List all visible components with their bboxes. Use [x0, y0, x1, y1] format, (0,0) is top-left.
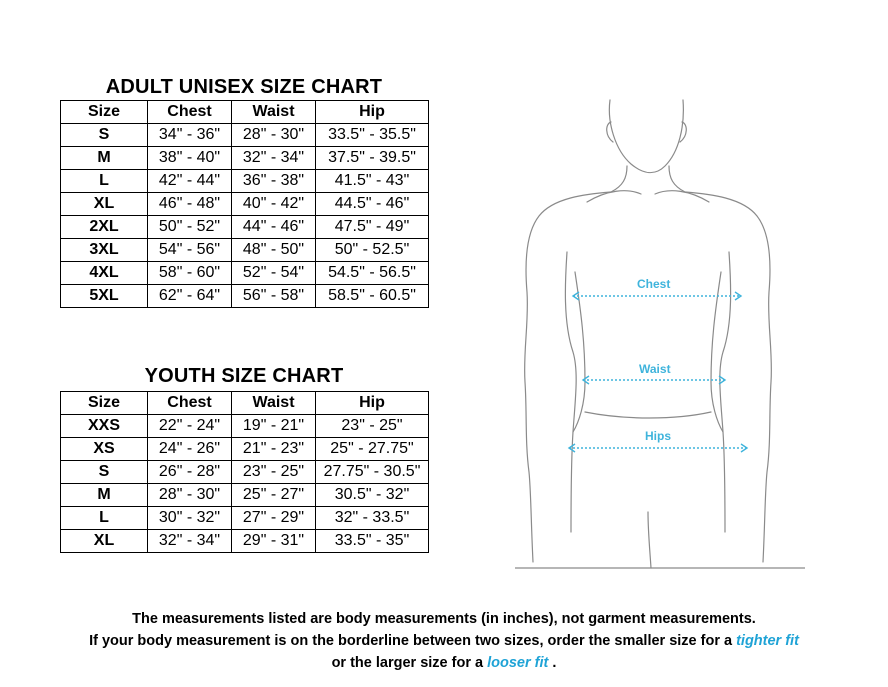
hip-cell: 25" - 27.75" [316, 438, 429, 461]
size-cell: XXS [61, 415, 148, 438]
chest-cell: 34" - 36" [148, 124, 232, 147]
chest-cell: 26" - 28" [148, 461, 232, 484]
waist-cell: 52" - 54" [232, 262, 316, 285]
size-cell: L [61, 507, 148, 530]
table-header-row [61, 392, 429, 415]
footer-line-1: The measurements listed are body measurements (in inches), not garment measurements. [132, 611, 756, 627]
chest-cell: 46" - 48" [148, 193, 232, 216]
adult-size-table [60, 100, 429, 308]
waist-cell: 25" - 27" [232, 484, 316, 507]
footer-note [0, 608, 888, 674]
waist-cell: 29" - 31" [232, 530, 316, 553]
footer-line-3-text: or the larger size for a [331, 655, 484, 671]
table-row [61, 147, 429, 170]
table-row [61, 530, 429, 553]
table-row [61, 216, 429, 239]
chest-cell: 30" - 32" [148, 507, 232, 530]
size-cell: XL [61, 530, 148, 553]
waist-label: Waist [639, 362, 671, 376]
header-waist: Waist [232, 101, 316, 124]
size-cell: XS [61, 438, 148, 461]
adult-chart-title: ADULT UNISEX SIZE CHART [105, 76, 383, 98]
header-waist: Waist [232, 392, 316, 415]
hip-cell: 37.5" - 39.5" [316, 147, 429, 170]
header-hip: Hip [316, 101, 429, 124]
header-chest: Chest [148, 101, 232, 124]
size-cell: S [61, 124, 148, 147]
chest-cell: 58" - 60" [148, 262, 232, 285]
youth-size-table [60, 391, 429, 553]
size-cell: S [61, 461, 148, 484]
chest-cell: 32" - 34" [148, 530, 232, 553]
size-cell: M [61, 147, 148, 170]
waist-cell: 40" - 42" [232, 193, 316, 216]
table-row [61, 484, 429, 507]
footer-line-3 [0, 652, 888, 674]
table-row [61, 239, 429, 262]
waist-cell: 28" - 30" [232, 124, 316, 147]
footer-line-2-text: If your body measurement is on the borderline between two sizes, order the smaller size for a [89, 633, 733, 649]
waist-cell: 44" - 46" [232, 216, 316, 239]
hip-cell: 32" - 33.5" [316, 507, 429, 530]
youth-chart-title: YOUTH SIZE CHART [144, 365, 344, 387]
hip-cell: 33.5" - 35.5" [316, 124, 429, 147]
chest-label: Chest [637, 277, 671, 291]
hips-measure [569, 429, 747, 452]
header-size: Size [61, 392, 148, 415]
chest-cell: 42" - 44" [148, 170, 232, 193]
table-row [61, 285, 429, 308]
body-outline [515, 100, 805, 568]
size-cell: 3XL [61, 239, 148, 262]
hip-cell: 58.5" - 60.5" [316, 285, 429, 308]
hip-cell: 44.5" - 46" [316, 193, 429, 216]
footer-line-2 [0, 630, 888, 652]
table-row [61, 193, 429, 216]
hip-cell: 50" - 52.5" [316, 239, 429, 262]
header-size: Size [61, 101, 148, 124]
chest-cell: 22" - 24" [148, 415, 232, 438]
hip-cell: 41.5" - 43" [316, 170, 429, 193]
size-cell: M [61, 484, 148, 507]
hip-cell: 33.5" - 35" [316, 530, 429, 553]
hip-cell: 47.5" - 49" [316, 216, 429, 239]
size-cell: 2XL [61, 216, 148, 239]
chest-cell: 54" - 56" [148, 239, 232, 262]
chest-cell: 50" - 52" [148, 216, 232, 239]
chest-measure [573, 277, 741, 300]
table-header-row [61, 101, 429, 124]
footer-line-3-end: . [552, 655, 557, 671]
size-cell: XL [61, 193, 148, 216]
size-cell: 4XL [61, 262, 148, 285]
waist-cell: 36" - 38" [232, 170, 316, 193]
waist-cell: 48" - 50" [232, 239, 316, 262]
tighter-fit-text: tighter fit [736, 633, 799, 649]
table-row [61, 507, 429, 530]
chest-cell: 62" - 64" [148, 285, 232, 308]
hip-cell: 54.5" - 56.5" [316, 262, 429, 285]
table-row [61, 124, 429, 147]
waist-measure [583, 362, 725, 384]
chest-cell: 28" - 30" [148, 484, 232, 507]
hip-cell: 23" - 25" [316, 415, 429, 438]
body-measurement-diagram [515, 82, 805, 572]
waist-cell: 19" - 21" [232, 415, 316, 438]
hip-cell: 27.75" - 30.5" [316, 461, 429, 484]
size-cell: L [61, 170, 148, 193]
table-row [61, 170, 429, 193]
header-chest: Chest [148, 392, 232, 415]
table-row [61, 461, 429, 484]
table-row [61, 262, 429, 285]
waist-cell: 21" - 23" [232, 438, 316, 461]
table-row [61, 415, 429, 438]
waist-cell: 27" - 29" [232, 507, 316, 530]
looser-fit-text: looser fit [487, 655, 549, 671]
size-cell: 5XL [61, 285, 148, 308]
waist-cell: 32" - 34" [232, 147, 316, 170]
waist-cell: 56" - 58" [232, 285, 316, 308]
waist-cell: 23" - 25" [232, 461, 316, 484]
chest-cell: 38" - 40" [148, 147, 232, 170]
hip-cell: 30.5" - 32" [316, 484, 429, 507]
hips-label: Hips [645, 429, 672, 443]
header-hip: Hip [316, 392, 429, 415]
chest-cell: 24" - 26" [148, 438, 232, 461]
table-row [61, 438, 429, 461]
